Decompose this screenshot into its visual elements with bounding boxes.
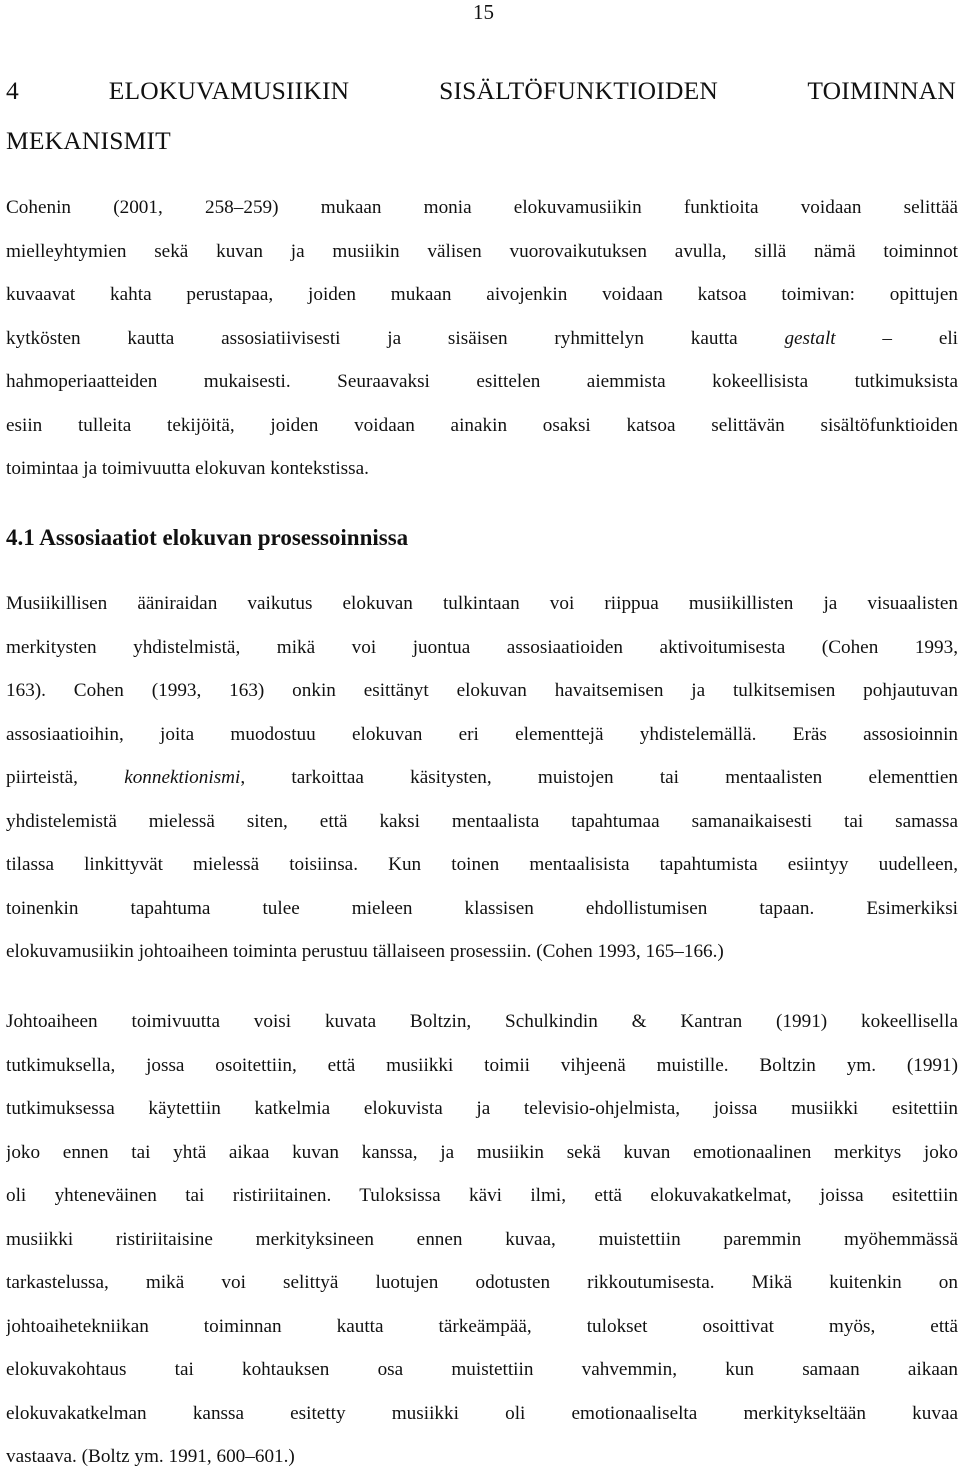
- paragraph-line: yhdistelemistä mielessä siten, että kaksi mentaalista tapahtumaa samanaikaisesti tai samassa: [6, 810, 958, 832]
- paragraph-line: elokuvamusiikin johtoaiheen toiminta perustuu tällaiseen prosessiin. (Cohen 1993, 165–166.): [6, 941, 724, 962]
- paragraph-line: hahmoperiaatteiden mukaisesti. Seuraavaksi esittelen aiemmista kokeellisista tutkimuksista: [6, 371, 958, 392]
- paragraph-line: tarkastelussa, mikä voi selittyä luotujen odotusten rikkoutumisesta. Mikä kuitenkin on: [6, 1272, 958, 1293]
- paragraph-line: esiin tulleita tekijöitä, joiden voidaan ainakin osaksi katsoa selittävän sisältöfunktioiden: [6, 414, 958, 436]
- paragraph-line: elokuvakohtaus tai kohtauksen osa muistettiin vahvemmin, kun samaan aikaan: [6, 1359, 958, 1380]
- chapter-heading: [6, 66, 956, 166]
- paragraph-line: 163). Cohen (1993, 163) onkin esittänyt elokuvan havaitsemisen ja tulkitsemisen pohjautuvan: [6, 680, 958, 701]
- paragraph-line: [6, 756, 958, 800]
- paragraph-line: tutkimuksella, jossa osoitettiin, että musiikki toimii vihjeenä muistille. Boltzin ym. (1991): [6, 1054, 958, 1076]
- paragraph-line: toimintaa ja toimivuutta elokuvan kontekstissa.: [6, 458, 369, 479]
- paragraph-line: musiikki ristiriitaisine merkityksineen ennen kuvaa, muistettiin paremmin myöhemmässä: [6, 1228, 958, 1250]
- paragraph-1: [6, 186, 958, 491]
- paragraph-line: Musiikillisen ääniraidan vaikutus elokuvan tulkintaan voi riippua musiikillisten ja visuaalisten: [6, 593, 958, 614]
- paragraph-3: [6, 1000, 958, 1479]
- text-run: kytkösten kautta assosiatiivisesti ja sisäisen ryhmittelyn kautta: [6, 327, 785, 349]
- paragraph-line: tutkimuksessa käytettiin katkelmia elokuvista ja televisio-ohjelmista, joissa musiikki esitettiin: [6, 1098, 958, 1119]
- paragraph-line: mielleyhtymien sekä kuvan ja musiikin välisen vuorovaikutuksen avulla, sillä nämä toiminnot: [6, 240, 958, 262]
- paragraph-line: oli yhteneväinen tai ristiriitainen. Tuloksissa kävi ilmi, että elokuvakatkelmat, joissa esitettiin: [6, 1185, 958, 1206]
- text-run: piirteistä,: [6, 767, 125, 788]
- paragraph-line: vastaava. (Boltz ym. 1991, 600–601.): [6, 1446, 295, 1467]
- page-number: 15: [473, 0, 494, 24]
- paragraph-line: [6, 317, 958, 361]
- paragraph-line: kuvaavat kahta perustapaa, joiden mukaan aivojenkin voidaan katsoa toimivan: opittujen: [6, 284, 958, 305]
- paragraph-2: [6, 582, 958, 974]
- text-run: , tarkoittaa käsitysten, muistojen tai mentaalisten elementtien: [240, 767, 958, 788]
- italic-term-konnektionismi: konnektionismi: [124, 767, 241, 788]
- paragraph-line: tilassa linkittyvät mielessä toisiinsa. Kun toinen mentaalisista tapahtumista esiintyy uudelleen,: [6, 854, 958, 875]
- chapter-heading-line-2: MEKANISMIT: [6, 126, 171, 155]
- paragraph-line: toinenkin tapahtuma tulee mieleen klassisen ehdollistumisen tapaan. Esimerkiksi: [6, 897, 958, 919]
- paragraph-line: johtoaihetekniikan toiminnan kautta tärkeämpää, tulokset osoittivat myös, että: [6, 1315, 958, 1337]
- section-heading: 4.1 Assosiaatiot elokuvan prosessoinnissa: [6, 525, 409, 550]
- paragraph-line: joko ennen tai yhtä aikaa kuvan kanssa, ja musiikin sekä kuvan emotionaalinen merkitys joko: [6, 1141, 958, 1163]
- chapter-heading-line-1: 4 ELOKUVAMUSIIKIN SISÄLTÖFUNKTIOIDEN TOIMINNAN: [6, 76, 956, 105]
- text-run: – eli: [882, 327, 958, 349]
- paragraph-line: Cohenin (2001, 258–259) mukaan monia elokuvamusiikin funktioita voidaan selittää: [6, 197, 958, 218]
- paragraph-line: assosiaatioihin, joita muodostuu elokuvan eri elementtejä yhdistelemällä. Eräs assosioinnin: [6, 723, 958, 745]
- paragraph-line: Johtoaiheen toimivuutta voisi kuvata Boltzin, Schulkindin & Kantran (1991) kokeellisella: [6, 1011, 958, 1032]
- italic-term-gestalt: gestalt: [784, 327, 836, 349]
- paragraph-line: merkitysten yhdistelmistä, mikä voi juontua assosiaatioiden aktivoitumisesta (Cohen 1993,: [6, 636, 958, 658]
- paragraph-line: elokuvakatkelman kanssa esitetty musiikki oli emotionaaliselta merkitykseltään kuvaa: [6, 1402, 958, 1424]
